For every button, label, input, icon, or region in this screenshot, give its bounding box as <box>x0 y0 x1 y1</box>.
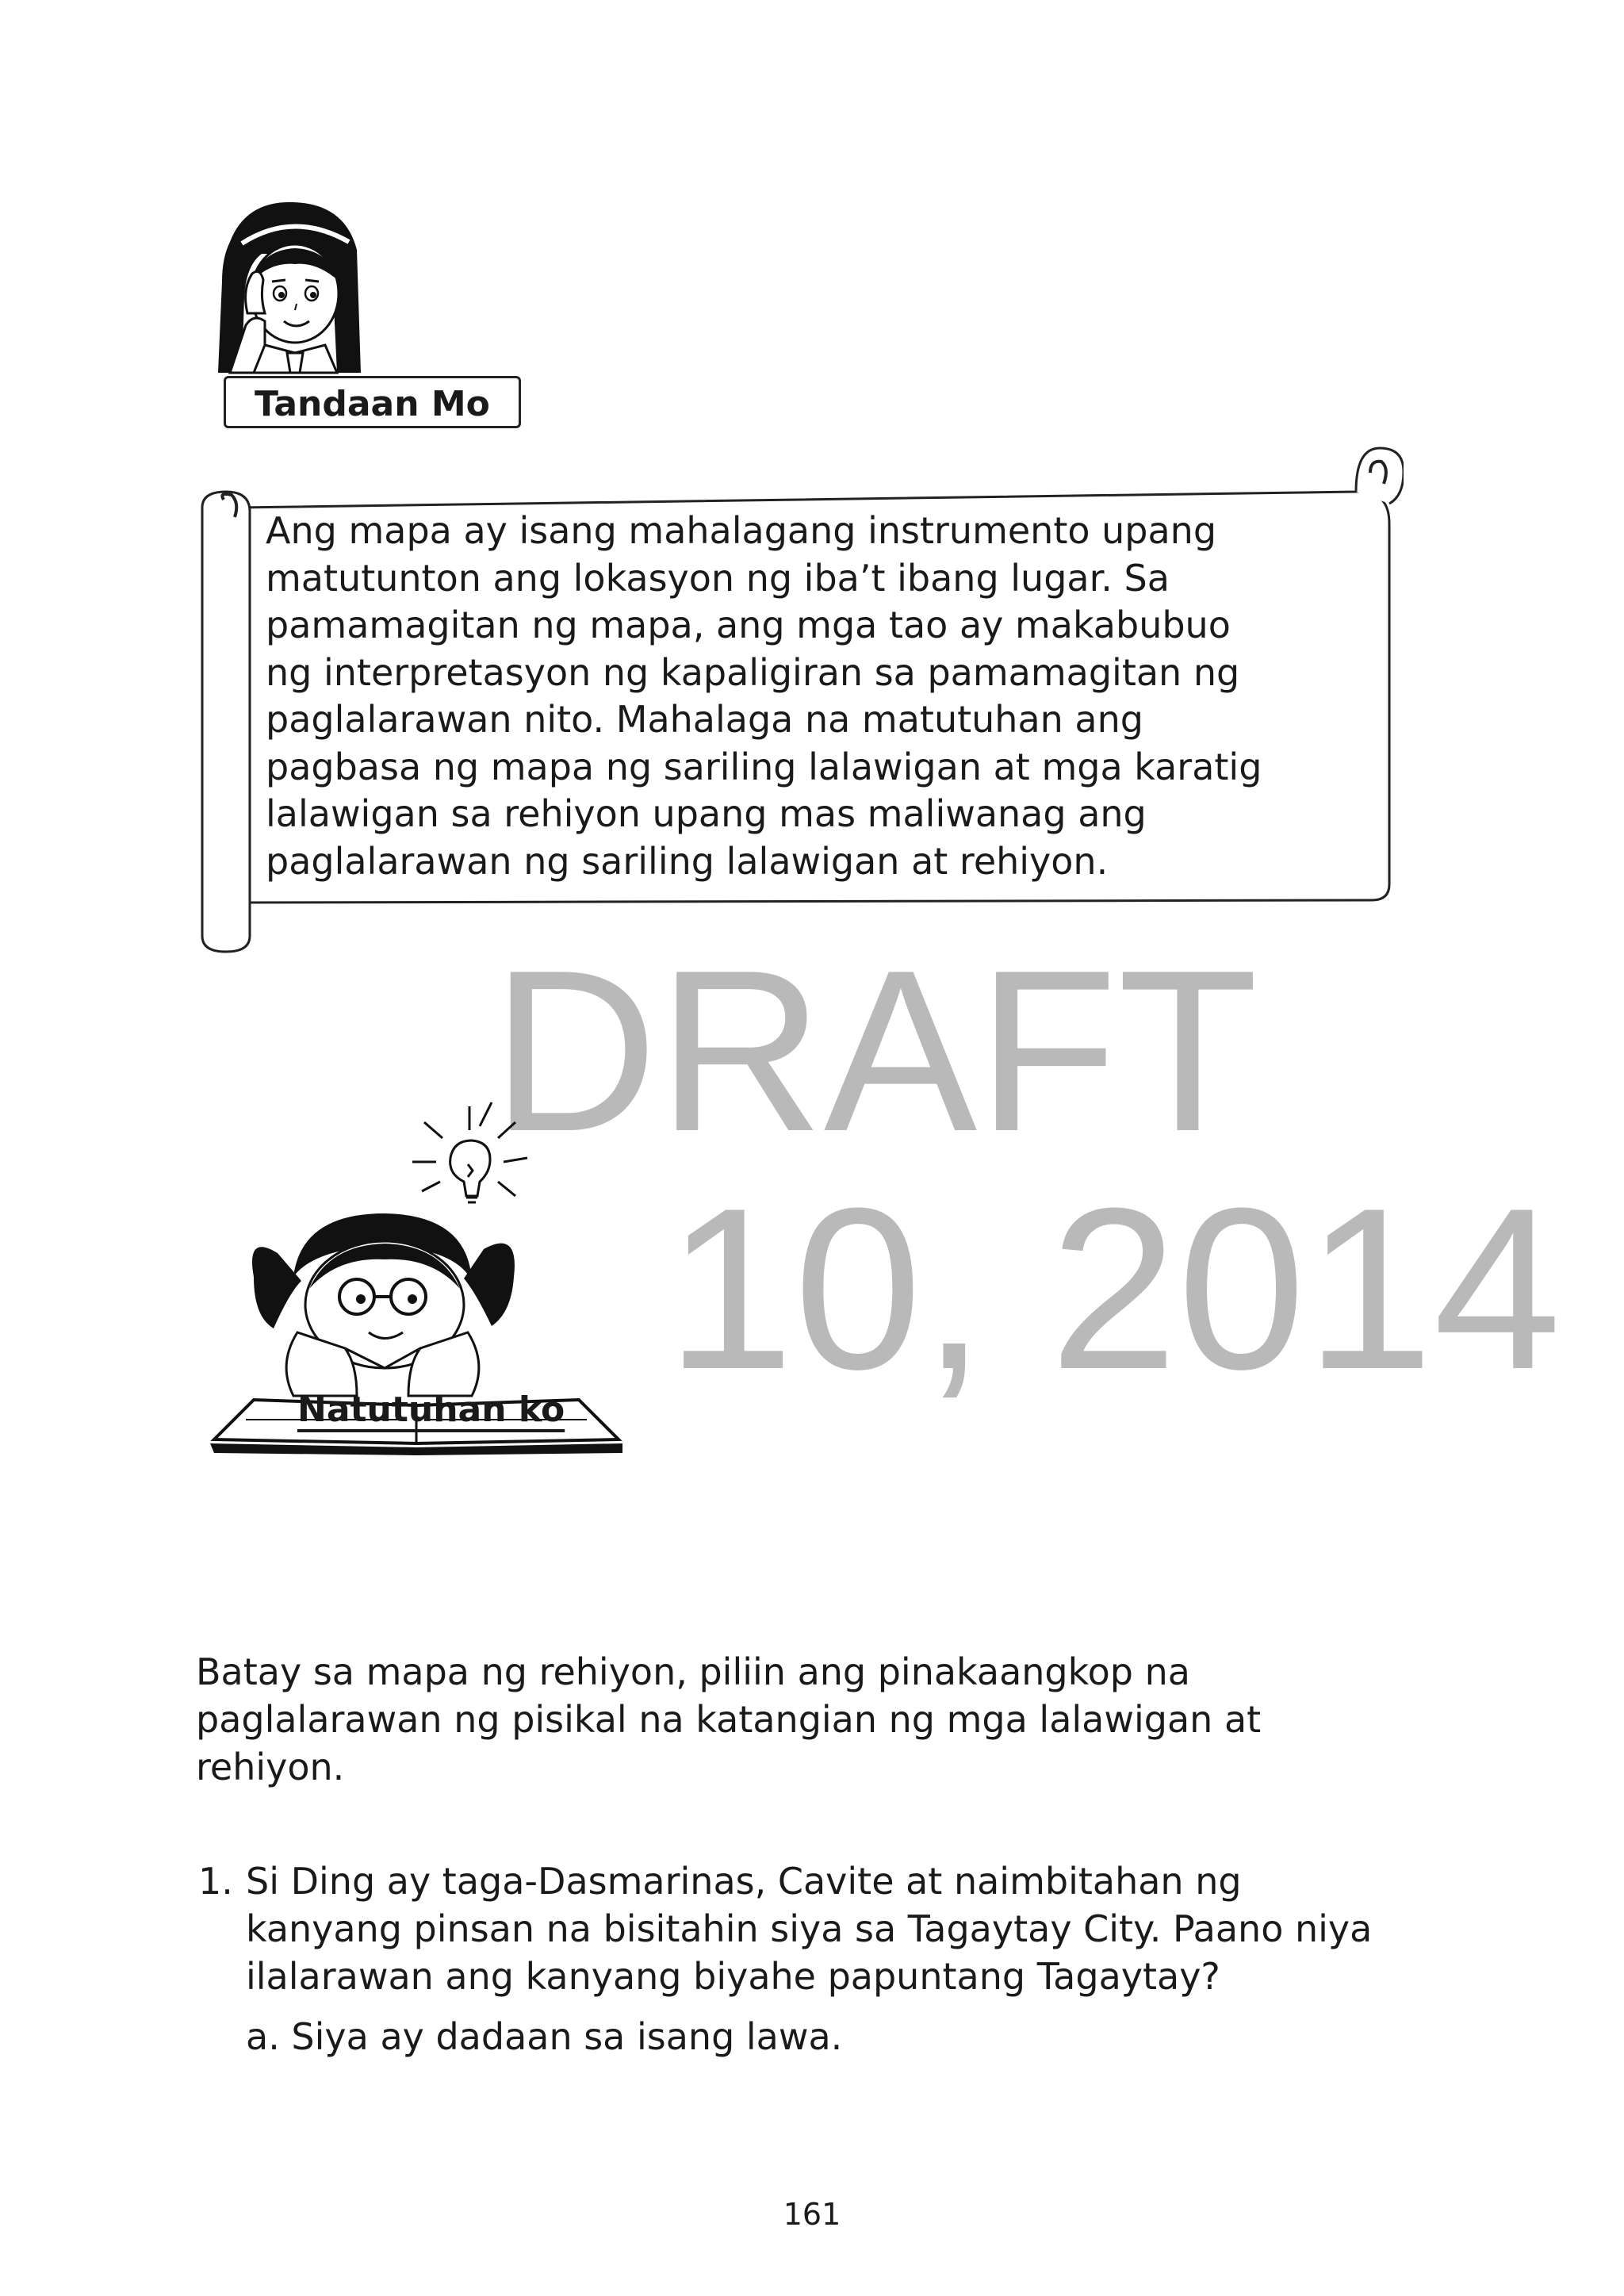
question-text <box>246 1857 1372 2000</box>
scroll-line: paglalarawan ng sariling lalawigan at rehiyon. <box>266 839 1109 883</box>
date-watermark: 10, 2014 <box>666 1160 1561 1417</box>
tandaan-mo-label: Tandaan Mo <box>224 376 521 428</box>
question-line: Si Ding ay taga-Dasmarinas, Cavite at naimbitahan ng <box>246 1860 1242 1903</box>
scroll-line: pagbasa ng mapa ng sariling lalawigan at mga karatig <box>266 745 1262 788</box>
instructions-line: Batay sa mapa ng rehiyon, piliin ang pinakaangkop na <box>196 1650 1190 1693</box>
scroll-line: pamamagitan ng mapa, ang mga tao ay makabubuo <box>266 604 1231 646</box>
girl-thinking-icon <box>198 194 381 377</box>
draft-watermark: DRAFT <box>492 922 1258 1179</box>
scroll-line: ng interpretasyon ng kapaligiran sa pamamagitan ng <box>266 650 1240 694</box>
scroll-line: Ang mapa ay isang mahalagang instrumento upang <box>266 509 1217 552</box>
question-number: 1. <box>198 1860 233 1903</box>
choice-a: a. Siya ay dadaan sa isang lawa. <box>246 2015 843 2058</box>
page-number: 161 <box>783 2197 841 2232</box>
natutuhan-ko-label: Natutuhan ko <box>297 1389 565 1430</box>
instructions-paragraph <box>196 1648 1433 1791</box>
question-line: kanyang pinsan na bisitahin siya sa Tagaytay City. Paano niya <box>246 1907 1373 1950</box>
instructions-line: rehiyon. <box>196 1746 345 1788</box>
question-line: ilalarawan ang kanyang biyahe papuntang Tagaytay? <box>246 1955 1220 1998</box>
tandaan-scroll-text <box>266 508 1368 885</box>
scroll-line: matutunton ang lokasyon ng iba’t ibang lugar. Sa <box>266 556 1170 600</box>
scroll-line: paglalarawan nito. Mahalaga na matutuhan ang <box>266 698 1143 741</box>
instructions-line: paglalarawan ng pisikal na katangian ng mga lalawigan at <box>196 1698 1262 1741</box>
scroll-line: lalawigan sa rehiyon upang mas maliwanag ang <box>266 792 1147 835</box>
